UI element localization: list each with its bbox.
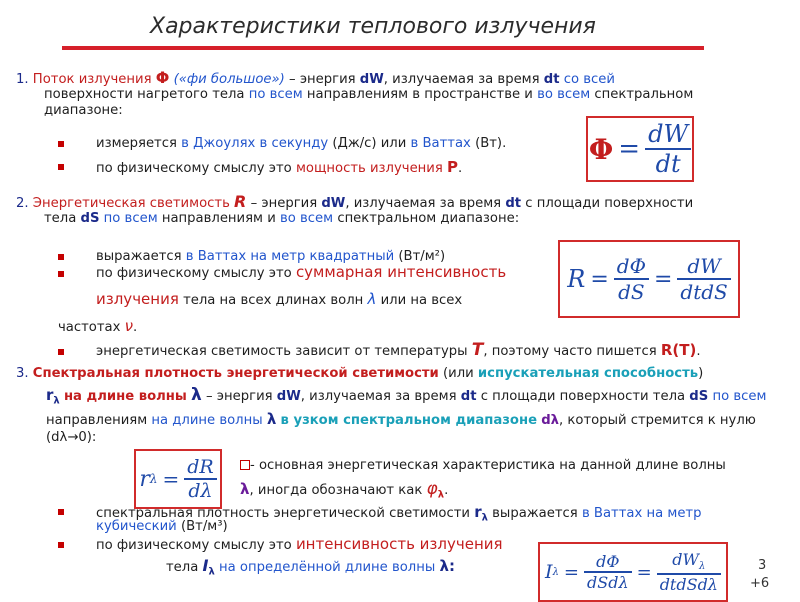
symbol-lambda: λ	[266, 410, 277, 428]
section-2-bullet-2-cont2	[58, 318, 137, 336]
text: измеряется	[96, 136, 177, 151]
symbol-lambda: λ:	[439, 557, 455, 575]
symbol-dlambda: dλ	[541, 413, 560, 428]
symbol-lambda: λ	[191, 385, 202, 405]
text: , который стремится к нулю	[559, 413, 756, 428]
formula-radiant-flux	[586, 116, 694, 182]
formula-spectral-intensity	[538, 542, 728, 602]
text: спектральном диапазоне:	[337, 211, 520, 226]
page-extra: +6	[750, 576, 770, 591]
formula-lhs: I	[545, 561, 553, 583]
text: мощность излучения	[295, 161, 443, 176]
section-number: 2.	[16, 196, 29, 211]
page-number: 3	[758, 558, 767, 573]
text: поверхности нагретого тела	[44, 87, 245, 102]
fraction	[184, 456, 216, 502]
symbol-phi: φ	[426, 479, 438, 499]
text: по физическому смыслу это	[96, 161, 292, 176]
bullet-icon	[58, 271, 64, 277]
text: тела на всех длинах волн	[183, 293, 364, 308]
text: энергетическая светимость зависит от температуры	[96, 344, 468, 359]
text: или на всех	[380, 293, 463, 308]
symbol-dw: dW	[276, 389, 301, 404]
text: выражается	[96, 249, 182, 264]
text: по всем	[248, 87, 303, 102]
spectral-note-line-2	[240, 481, 448, 504]
section-3-line-3	[46, 411, 756, 429]
equals-sign: =	[653, 266, 673, 292]
symbol-t: T	[471, 340, 484, 360]
text: спектральном	[594, 87, 694, 102]
formula-lhs: r	[139, 466, 150, 492]
denominator: dt	[655, 150, 681, 178]
text: по физическому смыслу это	[96, 266, 292, 281]
bullet-icon	[58, 509, 64, 515]
text: излучения	[96, 290, 179, 308]
checkbox-icon	[240, 460, 250, 470]
symbol-phi: Φ	[155, 68, 170, 87]
section-3-line-2	[46, 387, 766, 410]
text: по всем	[712, 389, 767, 404]
text: в Ваттах на метр	[581, 506, 702, 521]
text: по всем	[103, 211, 158, 226]
section-3-bullet-2-cont	[166, 558, 455, 581]
symbol-rt: R(T)	[660, 341, 697, 359]
text: .	[696, 344, 701, 359]
section-2-line-1	[16, 194, 693, 212]
text: (или	[443, 366, 474, 381]
text: – энергия	[206, 389, 273, 404]
text: .	[133, 320, 138, 335]
section-2-line-2	[44, 211, 519, 227]
text: на длине волны	[63, 389, 187, 404]
section-number: 1.	[16, 72, 29, 87]
text: испускательная способность	[477, 366, 699, 381]
symbol-dw: dW	[359, 72, 384, 87]
formula-radiant-exitance	[558, 240, 740, 318]
bullet-icon	[58, 254, 64, 260]
symbol-ds: dS	[689, 389, 709, 404]
numerator	[657, 550, 721, 574]
numerator: dΦ	[584, 552, 632, 573]
denominator: dSdλ	[587, 573, 629, 592]
text: тела	[44, 211, 77, 226]
fraction	[584, 552, 632, 592]
numerator: dΦ	[614, 254, 649, 280]
bullet-icon	[58, 164, 64, 170]
text: во всем	[537, 87, 591, 102]
denominator: dtdS	[680, 280, 728, 304]
section-1-line-3: диапазоне:	[44, 103, 123, 118]
subscript: λ	[208, 566, 215, 578]
term-radiant-exitance: Энергетическая светимость	[32, 196, 230, 211]
text: в узком спектральном диапазоне	[280, 413, 538, 428]
text: на определённой длине волны	[219, 560, 436, 575]
text: выражается	[492, 506, 578, 521]
text: в Джоулях в секунду	[181, 136, 329, 151]
subscript: λ	[437, 489, 445, 501]
section-1-bullet-2	[96, 159, 462, 177]
text: – энергия	[289, 72, 356, 87]
subscript: λ	[53, 395, 60, 407]
fraction	[645, 120, 691, 178]
text: интенсивность излучения	[295, 535, 503, 553]
text: тела	[166, 560, 199, 575]
subscript: λ	[481, 512, 488, 524]
text: в Ваттах на метр квадратный	[185, 249, 395, 264]
denominator: dS	[618, 280, 645, 304]
text: .	[444, 483, 449, 498]
spectral-note-line-1	[240, 458, 726, 474]
equals-sign: =	[590, 266, 609, 292]
text: направлениям и	[161, 211, 276, 226]
text: – энергия	[250, 196, 318, 211]
numerator-text: dW	[672, 550, 699, 570]
section-3-line-4: (dλ→0):	[46, 430, 97, 445]
text: во всем	[279, 211, 334, 226]
symbol-nu: ν	[124, 317, 134, 335]
page-title: Характеристики теплового излучения	[150, 14, 596, 39]
formula-lhs: Φ	[588, 132, 614, 166]
subscript: λ	[698, 561, 706, 573]
text: .	[458, 161, 463, 176]
symbol-i: I	[202, 556, 209, 575]
text: на длине волны	[151, 413, 263, 428]
section-number: 3.	[16, 366, 29, 381]
text: кубический	[96, 519, 177, 534]
text: (Вт/м³)	[180, 519, 228, 534]
numerator: dR	[184, 456, 216, 480]
text: , поэтому часто пишется	[483, 344, 657, 359]
text: со всей	[563, 72, 615, 87]
fraction	[614, 254, 649, 304]
bullet-icon	[58, 542, 64, 548]
symbol-r: r	[474, 503, 482, 521]
bullet-icon	[58, 349, 64, 355]
text: , излучаемая за время	[300, 389, 457, 404]
text: , излучаемая за время	[345, 196, 502, 211]
text: (Дж/с) или	[332, 136, 407, 151]
symbol-dt: dt	[543, 72, 560, 87]
symbol-ds: dS	[80, 211, 100, 226]
text: спектральная плотность энергетической светимости	[96, 506, 471, 521]
denominator: dλ	[188, 480, 213, 502]
text: - основная энергетическая характеристика на данной длине волны	[250, 458, 726, 473]
symbol-r: r	[46, 386, 54, 404]
text: в Ваттах	[410, 136, 471, 151]
numerator: dW	[677, 254, 730, 280]
symbol-p: P	[447, 158, 459, 176]
text: с площади поверхности	[525, 196, 694, 211]
text: , иногда обозначают как	[249, 483, 423, 498]
numerator: dW	[645, 120, 691, 150]
text: (Вт/м²)	[398, 249, 446, 264]
symbol-lambda: λ	[240, 480, 250, 498]
denominator: dtdSdλ	[659, 574, 718, 594]
formula-spectral-density	[134, 449, 222, 509]
equals-sign: =	[636, 561, 652, 583]
equals-sign: =	[563, 561, 579, 583]
section-2-bullet-3	[96, 342, 701, 360]
section-3-bullet-2	[96, 536, 503, 554]
section-1-line-1	[16, 70, 615, 88]
equals-sign: =	[618, 134, 641, 164]
text: по физическому смыслу это	[96, 538, 292, 553]
symbol-dt: dt	[460, 389, 477, 404]
symbol-lambda: λ	[367, 290, 377, 308]
text: , излучаемая за время	[383, 72, 540, 87]
phi-quote: («фи большое»)	[173, 72, 285, 87]
text: частотах	[58, 320, 121, 335]
section-2-bullet-2	[96, 264, 506, 282]
text: направлениям	[46, 413, 148, 428]
section-2-bullet-2-cont	[96, 291, 462, 309]
term-spectral-density: Спектральная плотность энергетической светимости	[32, 366, 439, 381]
section-1-line-2	[44, 87, 693, 103]
bullet-icon	[58, 141, 64, 147]
term-radiant-flux: Поток излучения	[32, 72, 152, 87]
section-3-bullet-1-cont	[96, 519, 228, 535]
text: с площади поверхности тела	[480, 389, 686, 404]
symbol-dt: dt	[505, 196, 522, 211]
symbol-dw: dW	[321, 196, 346, 211]
subscript: λ	[552, 566, 559, 578]
symbol-r: R	[234, 192, 247, 211]
fraction	[657, 550, 721, 593]
formula-lhs: R	[567, 265, 586, 293]
equals-sign: =	[162, 467, 180, 491]
text: направлениям в пространстве и	[306, 87, 533, 102]
subscript: λ	[149, 472, 158, 486]
title-underline	[62, 46, 704, 50]
section-1-bullet-1	[96, 136, 506, 152]
fraction	[677, 254, 730, 304]
text: (Вт).	[475, 136, 507, 151]
section-3-line-1	[16, 366, 703, 382]
text: )	[698, 366, 704, 381]
text: суммарная интенсивность	[295, 263, 507, 281]
